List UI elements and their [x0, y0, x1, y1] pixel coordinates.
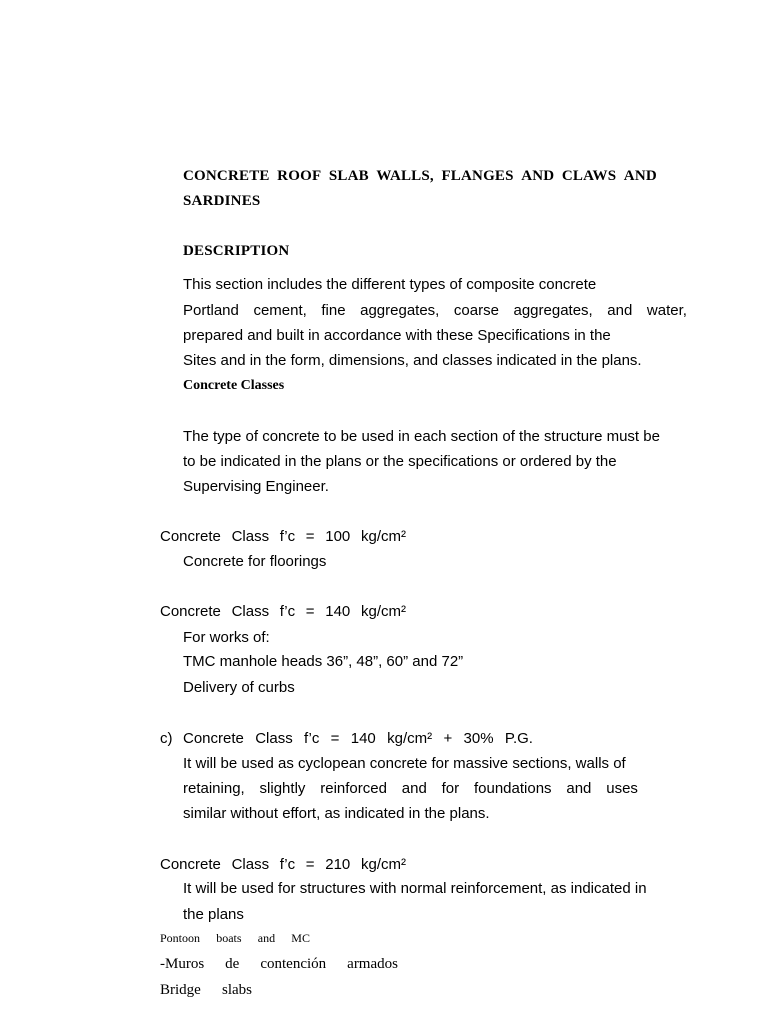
text-word: slabs [222, 982, 252, 998]
text-word: + [443, 730, 453, 747]
title-word: AND [623, 168, 657, 184]
text-word: 140 [350, 730, 376, 747]
title-word: AND [521, 168, 555, 184]
text-word: and [566, 780, 592, 797]
class-140-line-3: Delivery of curbs [183, 679, 295, 696]
concrete-classes-line-2: to be indicated in the plans or the specifications or ordered by the [183, 453, 617, 470]
text-word: -Muros [160, 956, 205, 972]
title-word: ROOF [277, 168, 322, 184]
text-word: de [225, 956, 240, 972]
text-word: for [441, 780, 460, 797]
title-word: FLANGES [441, 168, 514, 184]
text-word: f’c [279, 603, 296, 620]
text-word: = [305, 856, 315, 873]
class-140-line-2: TMC manhole heads 36”, 48”, 60” and 72” [183, 653, 464, 670]
text-word: f’c [279, 528, 296, 545]
text-word: contención [260, 956, 327, 972]
title-word: WALLS, [376, 168, 434, 184]
text-word: Concrete [183, 730, 244, 747]
document-title-line-2: SARDINES [183, 193, 261, 209]
description-line-3: prepared and built in accordance with these Specifications in the [183, 327, 611, 344]
class-100-heading [160, 528, 406, 545]
text-word: and [401, 780, 427, 797]
text-word: f’c [279, 856, 296, 873]
text-word: Bridge [160, 982, 201, 998]
description-line-1: This section includes the different types of composite concrete [183, 276, 597, 293]
text-word: Class [231, 856, 270, 873]
text-word: Class [255, 730, 293, 747]
document-title-line-1 [183, 168, 657, 185]
text-word: fine [321, 302, 346, 319]
text-word: 140 [325, 603, 351, 620]
text-word: Concrete [160, 528, 221, 545]
text-word: Concrete [160, 856, 221, 873]
class-140-pg-heading [183, 730, 533, 747]
class-210-item-3 [160, 982, 252, 999]
text-word: kg/cm² [387, 730, 433, 747]
text-word: retaining, [183, 780, 245, 797]
text-word: = [305, 603, 315, 620]
text-word: and [607, 302, 633, 319]
title-word: CONCRETE [183, 168, 270, 184]
text-word: uses [606, 780, 638, 797]
class-210-item-1 [160, 931, 310, 946]
text-word: 30% [463, 730, 494, 747]
text-word: foundations [473, 780, 552, 797]
title-word: SLAB [328, 168, 369, 184]
text-word: Class [231, 528, 270, 545]
class-140-pg-line-1: It will be used as cyclopean concrete for massive sections, walls of [183, 755, 626, 772]
concrete-classes-heading: Concrete Classes [183, 378, 285, 393]
concrete-classes-line-1: The type of concrete to be used in each section of the structure must be [183, 428, 660, 445]
text-word: slightly [259, 780, 306, 797]
class-140-line-1: For works of: [183, 629, 270, 646]
text-word: reinforced [320, 780, 387, 797]
text-word: aggregates, [513, 302, 593, 319]
text-word: = [330, 730, 340, 747]
text-word: armados [347, 956, 398, 972]
concrete-classes-line-3: Supervising Engineer. [183, 478, 329, 495]
text-word: = [305, 528, 315, 545]
class-210-item-2 [160, 956, 398, 973]
text-word: Class [231, 603, 270, 620]
text-word: coarse [453, 302, 499, 319]
class-100-line-1: Concrete for floorings [183, 553, 327, 570]
class-140-pg-line-2 [183, 780, 638, 797]
text-word: kg/cm² [360, 603, 406, 620]
description-line-2 [183, 302, 687, 319]
text-word: f’c [304, 730, 320, 747]
class-210-line-2: the plans [183, 906, 244, 923]
title-word: CLAWS [561, 168, 617, 184]
text-word: Pontoon [160, 931, 201, 945]
class-210-heading [160, 856, 406, 873]
text-word: water, [646, 302, 687, 319]
text-word: MC [291, 931, 310, 945]
text-word: kg/cm² [360, 856, 406, 873]
text-word: P.G. [504, 730, 533, 747]
text-word: aggregates, [360, 302, 440, 319]
text-word: Concrete [160, 603, 221, 620]
list-marker: c) [160, 730, 173, 747]
class-140-pg-line-3: similar without effort, as indicated in the plans. [183, 805, 490, 822]
class-210-line-1: It will be used for structures with normal reinforcement, as indicated in [183, 880, 647, 897]
text-word: kg/cm² [360, 528, 406, 545]
description-heading: DESCRIPTION [183, 243, 290, 259]
description-line-4: Sites and in the form, dimensions, and classes indicated in the plans. [183, 352, 642, 369]
text-word: cement, [253, 302, 307, 319]
text-word: boats [216, 931, 242, 945]
text-word: 210 [325, 856, 351, 873]
text-word: Portland [183, 302, 239, 319]
class-140-heading [160, 603, 406, 620]
text-word: and [257, 931, 276, 945]
text-word: 100 [325, 528, 351, 545]
